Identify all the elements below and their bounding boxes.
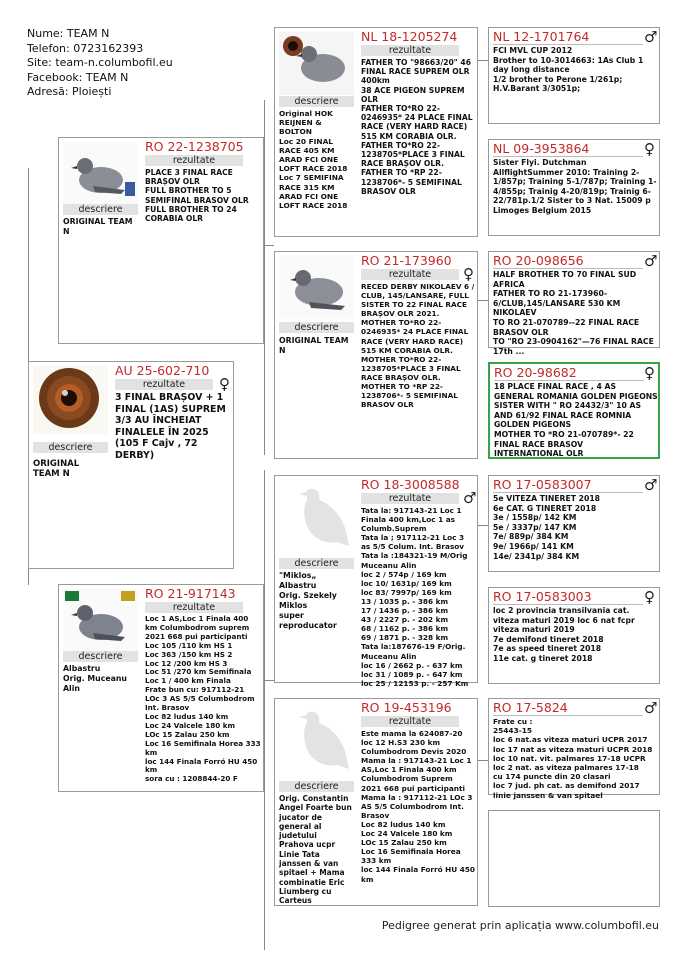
mf-info: Tata la: 917143-21 Loc 1 Finala 400 km,Loc 1 as Columb.Suprem Tata la ; 917112-21 Loc 3 as 5/5 Colum. Int. Brasov Tata la :184321-19 M/Orig Muceanu Alin loc 2 / 574p / 169 km loc 10/ 1631p/ 169 km loc 83/ 7997p/ 169 km 13 / 1035 p. - 386 km 17 / 1436 p. - 386 km 43 / 2227 p. - 202 km 68 / 1162 p. - 386 km 69 / 1871 p. - 328 km Tata la:187676-19 F/Orig. Muceanu Alin loc 16 / 2662 p. - 637 km loc 31 / 1089 p. - 647 km loc 25 / 12153 p. - 257 Km	[361, 506, 469, 688]
great-grandparent-card[interactable]	[488, 587, 660, 684]
footer-credit: Pedigree generat prin aplicația www.columbofil.eu	[381, 919, 659, 932]
gg1-info: FCI MVL CUP 2012 Brother to 10-3014663: 1As Club 1 day long distance 1/2 brother to Perone 1/261p; H.V.Barant 3/3051p;	[493, 46, 644, 94]
gg6-ring-number[interactable]: RO 17-0583003	[493, 589, 592, 604]
mf-ring-number[interactable]: RO 18-3008588	[361, 477, 460, 492]
connector	[264, 470, 265, 950]
subject-info: 3 FINAL BRAȘOV + 1 FINAL (1AS) SUPREM 3/3 AU ÎNCHEIAT FINALELE ÎN 2025 (105 F Cajv , 72 DERBY)	[115, 392, 226, 461]
gg5-info: 5e VITEZA TINERET 2018 6e CAT. G TINERET 2018 3e / 1558p/ 142 KM 5e / 3337p/ 147 KM 7e/ 889p/ 384 KM 9e/ 1966p/ 141 KM 14e/ 2341p/ 384 KM	[493, 494, 601, 561]
ff-info: FATHER TO "98663/20" 46 FINAL RACE SUPREM OLR 400km 38 ACE PIGEON SUPREM OLR FATHER TO*RO 22-0246935* 24 PLACE FINAL RACE (VERY HARD RACE) 515 KM CORABIA OLR. FATHER TO*RO 22-1238705*PLACE 3 FINAL RACE BRAȘOV OLR. FATHER TO *RP 22-1238706*- 5 SEMIFINAL BRASOV OLR	[361, 58, 473, 196]
father-ring-number[interactable]: RO 22-1238705	[145, 139, 244, 154]
mother-description-button[interactable]: descriere	[63, 651, 138, 662]
mother-results-button[interactable]: rezultate	[145, 602, 243, 613]
mf-owner: "Miklos„ Albastru Orig. Szekely Miklos super reproducator	[279, 571, 337, 630]
mf-results-button[interactable]: rezultate	[361, 493, 459, 504]
connector	[264, 245, 274, 246]
mother-photo	[63, 589, 138, 654]
divider	[493, 156, 643, 157]
great-grandparent-card-selected[interactable]	[488, 362, 660, 459]
mf-photo	[279, 480, 354, 554]
connector	[28, 568, 29, 585]
great-grandparent-card[interactable]	[488, 27, 660, 124]
mother-owner: Albastru Orig. Muceanu Alin	[63, 664, 127, 693]
owner-info	[27, 27, 173, 100]
owner-name: Nume: TEAM N	[27, 27, 110, 40]
gg5-male-icon: ♂	[644, 476, 658, 494]
grandfather-paternal-card[interactable]	[274, 27, 478, 237]
gg4-female-icon: ♀	[644, 364, 655, 382]
gg3-ring-number[interactable]: RO 20-098656	[493, 253, 584, 268]
mm-description-button[interactable]: descriere	[279, 781, 354, 792]
gg4-info: 18 PLACE FINAL RACE , 4 AS GENERAL ROMANIA GOLDEN PIGEONS SISTER WITH " RO 24432/3" 10 AS AND 61/92 FINAL RACE ROMNIA GOLDEN PIGEONS MOTHER TO *RO 21-070789*- 22 FINAL RACE BRASOV INTERNATIONAL OLR	[494, 382, 658, 459]
gg6-female-icon: ♀	[644, 588, 655, 606]
pigeon-silhouette-icon	[279, 480, 354, 554]
gg2-ring-number[interactable]: NL 09-3953864	[493, 141, 590, 156]
mm-info: Este mama la 624087-20 loc 12 H.S3 230 km Columbodrom Devis 2020 Mama la : 917143-21 Loc 1 AS,Loc 1 Finala 400 km Columbodrom Suprem 2021 668 pui participanti Mama la : 917112-21 LOc 3 AS 5/5 Columbodrom Int. Brasov Loc 82 ludus 140 km Loc 24 Valcele 180 km LOc 15 Zalau 250 km Loc 16 Semifinala Horea 333 km loc 144 Finala Forró HU 450 km	[361, 729, 475, 884]
mother-ring-number[interactable]: RO 21-917143	[145, 586, 236, 601]
subject-photo	[33, 366, 108, 434]
fm-results-button[interactable]: rezultate	[361, 269, 459, 280]
subject-results-button[interactable]: rezultate	[115, 379, 213, 390]
gg7-info: Frate cu : 25443-15 loc 6 nat.as viteza maturi UCPR 2017 loc 17 nat as viteza maturi UCPR 2018 loc 10 nat. vit. palmares 17-18 UCPR loc 2 nat. as viteza palmares 17-18 cu 174 puncte din 20 clasari loc 7 jud. ph cat. as demifond 2017 linie janssen & van spitael	[493, 717, 653, 800]
great-grandparent-card-empty[interactable]	[488, 810, 660, 907]
gg1-ring-number[interactable]: NL 12-1701764	[493, 29, 590, 44]
fm-ring-number[interactable]: RO 21-173960	[361, 253, 452, 268]
owner-address: Adresă: Ploiești	[27, 85, 112, 99]
mf-male-icon: ♂	[463, 489, 477, 507]
grandmother-maternal-card[interactable]	[274, 698, 478, 906]
gg2-female-icon: ♀	[644, 140, 655, 158]
grandmother-paternal-card[interactable]	[274, 251, 478, 459]
divider	[493, 492, 643, 493]
owner-facebook: Facebook: TEAM N	[27, 70, 129, 84]
gg2-info: Sister Flyi. Dutchman AllflightSummer 2010: Training 2-1/857p; Training 5-1/787p; Training 1-4/855p; Trainig 4-20/819p; Trainig 6-22/781p.1/2 Sister to 3 Nat. 15009 p Limoges Belgium 2015	[493, 158, 657, 215]
great-grandparent-card[interactable]	[488, 698, 660, 800]
ff-results-button[interactable]: rezultate	[361, 45, 459, 56]
gg5-ring-number[interactable]: RO 17-0583007	[493, 477, 592, 492]
ff-owner: Original HOK REIJNEN & BOLTON Loc 20 FINAL RACE 405 KM ARAD FCI ONE LOFT RACE 2018 Loc 7 SEMIFINA RACE 315 KM ARAD FCI ONE LOFT RACE 2018	[279, 109, 348, 211]
grandfather-maternal-card[interactable]	[274, 475, 478, 688]
great-grandparent-card[interactable]	[488, 475, 660, 572]
subject-ring-number[interactable]: AU 25-602-710	[115, 363, 210, 378]
mf-description-button[interactable]: descriere	[279, 558, 354, 569]
connector	[478, 300, 488, 301]
father-results-button[interactable]: rezultate	[145, 155, 243, 166]
divider	[493, 604, 643, 605]
subject-owner: ORIGINAL TEAM N	[33, 459, 80, 479]
father-description-button[interactable]: descriere	[63, 204, 138, 215]
father-card[interactable]	[58, 137, 264, 344]
mm-ring-number[interactable]: RO 19-453196	[361, 700, 452, 715]
fm-description-button[interactable]: descriere	[279, 322, 354, 333]
gg7-ring-number[interactable]: RO 17-5824	[493, 700, 568, 715]
gg7-male-icon: ♂	[644, 699, 658, 717]
mm-photo	[279, 703, 354, 777]
fm-info: RECED DERBY NIKOLAEV 6 / CLUB, 145/LANSARE, FULL SISTER TO 22 FINAL RACE BRAȘOV OLR 2021. MOTHER TO*RO 22-0246935* 24 PLACE FINAL RACE (VERY HARD RACE) 515 KM CORABIA OLR. MOTHER TO*RO 22-1238705*PLACE 3 FINAL RACE BRAȘOV OLR. MOTHER TO *RP 22-1238706*- 5 SEMIFINAL BRASOV OLR	[361, 282, 475, 410]
subject-female-icon: ♀	[219, 375, 230, 393]
pigeon-photo-icon	[63, 142, 138, 207]
pigeon-eye-icon	[33, 366, 108, 434]
ff-photo	[279, 32, 354, 95]
connector	[264, 100, 265, 455]
father-photo	[63, 142, 138, 207]
father-owner: ORIGINAL TEAM N	[63, 217, 133, 236]
divider	[493, 268, 643, 269]
father-info: PLACE 3 FINAL RACE BRAȘOV OLR FULL BROTHER TO 5 SEMIFINAL BRASOV OLR FULL BROTHER TO 24 CORABIA OLR	[145, 168, 249, 224]
connector	[478, 60, 488, 61]
fm-female-icon: ♀	[463, 265, 474, 283]
pigeon-photo-icon	[279, 256, 354, 319]
divider	[493, 44, 643, 45]
mm-results-button[interactable]: rezultate	[361, 716, 459, 727]
connector	[478, 525, 488, 526]
divider	[493, 715, 643, 716]
ff-description-button[interactable]: descriere	[279, 96, 354, 107]
fm-owner: ORIGINAL TEAM N	[279, 336, 349, 355]
fm-photo	[279, 256, 354, 319]
divider	[494, 380, 644, 381]
great-grandparent-card[interactable]	[488, 139, 660, 236]
great-grandparent-card[interactable]	[488, 251, 660, 356]
connector	[264, 680, 274, 681]
pigeon-photo-icon	[279, 32, 354, 95]
pigeon-silhouette-icon	[279, 703, 354, 777]
gg1-male-icon: ♂	[644, 28, 658, 46]
owner-phone: Telefon: 0723162393	[27, 41, 144, 55]
gg3-male-icon: ♂	[644, 252, 658, 270]
connector	[478, 760, 488, 761]
subject-description-button[interactable]: descriere	[33, 442, 108, 453]
gg6-info: loc 2 provincia transilvania cat. viteza maturi 2019 loc 6 nat fcpr viteza maturi 2019 7e demifond tineret 2018 7e as speed tineret 2018 11e cat. g tineret 2018	[493, 606, 635, 663]
gg4-ring-number[interactable]: RO 20-98682	[494, 365, 577, 380]
mm-owner: Orig. Constantin Angel Foarte bun jucator de general al judetului Prahova ucpr Linie Tata janssen & van spitael + Mama combinatie Eric Liumberg cu Carteus	[279, 794, 352, 906]
owner-site: Site: team-n.columbofil.eu	[27, 56, 173, 70]
gg3-info: HALF BROTHER TO 70 FINAL SUD AFRICA FATHER TO RO 21-173960-6/CLUB,145/LANSARE 530 KM NIKOLAEV TO RO 21-070789--22 FINAL RACE BRASOV OLR TO "RO 23-0904162"—76 FINAL RACE 17th ...	[493, 270, 654, 356]
ff-ring-number[interactable]: NL 18-1205274	[361, 29, 458, 44]
mother-info: Loc 1 AS,Loc 1 Finala 400 km Columbodrom suprem 2021 668 pui participanti Loc 105 /110 km HS 1 Loc 363 /150 km HS 2 Loc 12 /200 km HS 3 Loc 51 /270 km Semifinala Loc 1 / 400 km Finala Frate bun cu: 917112-21 LOc 3 AS 5/5 Columbodrom Int. Brasov Loc 82 ludus 140 km Loc 24 Valcele 180 km LOc 15 Zalau 250 km Loc 16 Semifinala Horea 333 km loc 144 Finala Forró HU 450 km sora cu : 1208844-20 F	[145, 614, 261, 784]
subject-card[interactable]	[28, 361, 234, 569]
mother-card[interactable]	[58, 584, 264, 792]
pigeon-photo-icon	[63, 589, 138, 654]
connector	[28, 168, 29, 363]
